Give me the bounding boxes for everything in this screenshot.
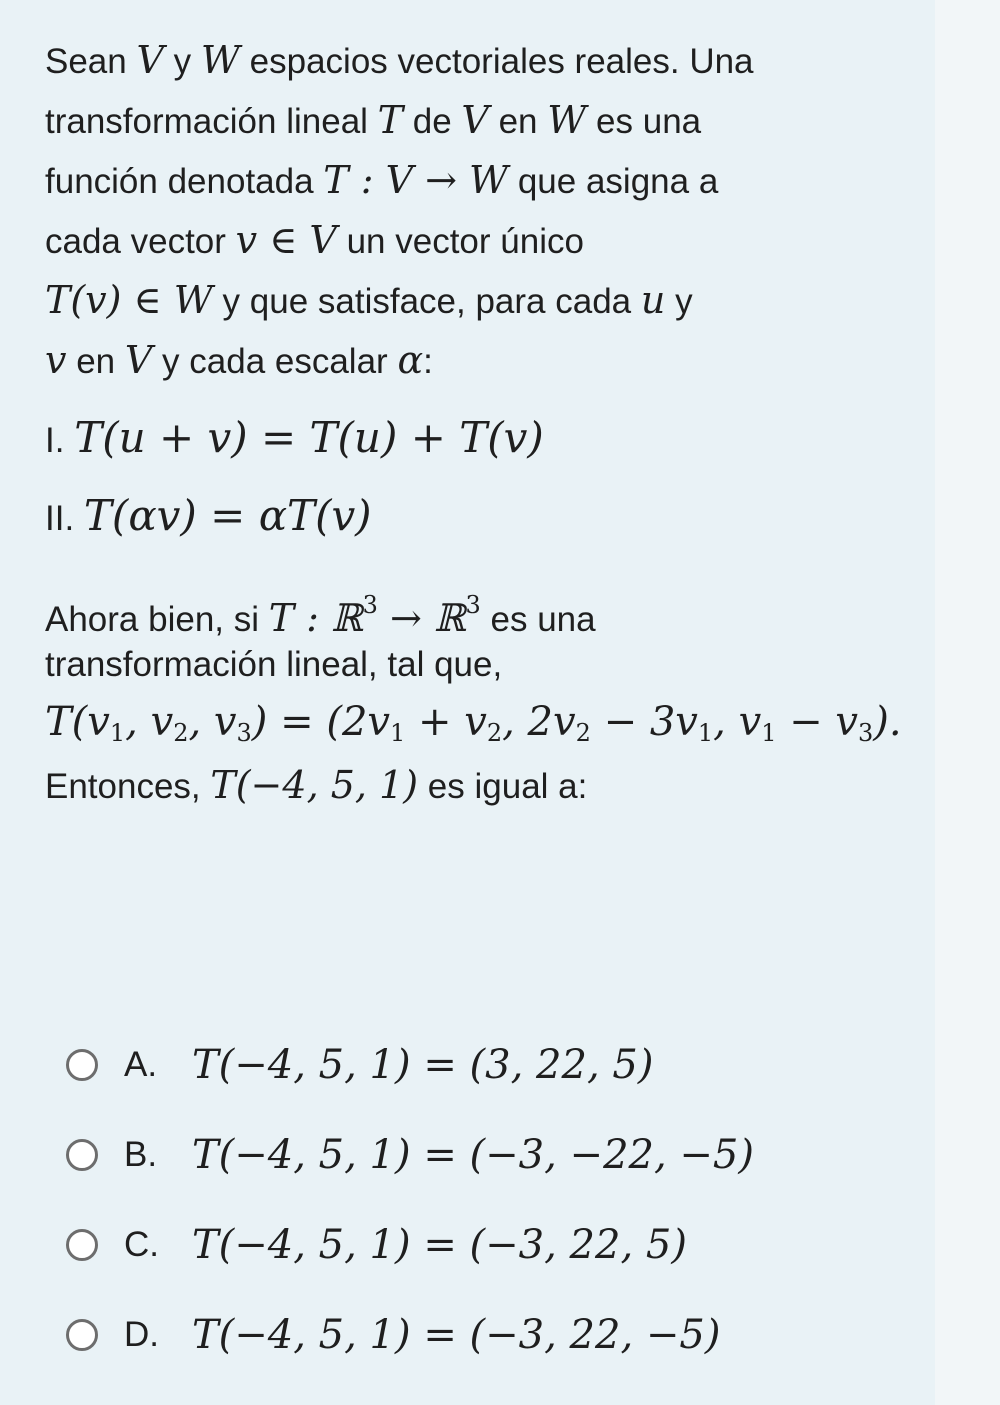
math-mapping: T : V → W [323, 158, 509, 202]
intro-text: es una [586, 102, 702, 141]
math-part: − 3v [590, 699, 698, 745]
math-subscript: 2 [173, 719, 189, 747]
math-subscript: 2 [486, 719, 503, 747]
math-part: , 2v [502, 699, 576, 745]
radio-button-a[interactable] [66, 1049, 98, 1081]
math-part: T(v [45, 699, 110, 745]
property-expression: T(u + v) = T(u) + T(v) [74, 413, 544, 462]
math-W: W [200, 38, 240, 82]
math-part: ). [873, 699, 902, 745]
radio-button-c[interactable] [66, 1229, 98, 1261]
radio-button-d[interactable] [66, 1319, 98, 1351]
option-expression: T(−4, 5, 1) = (−3, −22, −5) [192, 1132, 754, 1178]
intro-text: que asigna a [508, 162, 719, 201]
option-letter: A. [124, 1045, 158, 1084]
option-expression: T(−4, 5, 1) = (−3, 22, −5) [192, 1312, 721, 1358]
problem-text: Entonces, [45, 767, 211, 806]
option-letter: D. [124, 1315, 159, 1354]
intro-text: y cada escalar [152, 342, 398, 381]
intro-line-1 [45, 40, 754, 82]
math-W: W [547, 98, 587, 142]
problem-line-2 [45, 645, 502, 685]
problem-text: es igual a: [418, 767, 588, 806]
property-expression: T(αv) = αT(v) [83, 491, 372, 540]
intro-line-5 [45, 280, 693, 322]
math-part: , v [125, 699, 174, 745]
math-exponent: 3 [362, 591, 378, 619]
math-part: − v [776, 699, 859, 745]
property-homogeneity [45, 491, 372, 540]
intro-text: de [403, 102, 462, 141]
problem-text: es una [480, 600, 596, 639]
option-letter: C. [124, 1225, 159, 1264]
intro-text: Sean [45, 42, 137, 81]
problem-text: transformación lineal, tal que, [45, 645, 503, 684]
math-subscript: 3 [858, 719, 874, 747]
intro-text: en [488, 102, 548, 141]
intro-text: y [665, 282, 693, 321]
math-codomain: → ℝ [377, 596, 466, 640]
math-subscript: 1 [761, 719, 777, 747]
option-d[interactable] [66, 1305, 926, 1365]
option-a[interactable] [66, 1035, 926, 1095]
property-label: II. [45, 499, 75, 538]
math-V: V [136, 38, 164, 82]
math-alpha: α [397, 338, 424, 382]
intro-line-3 [45, 160, 718, 202]
math-image: T(v) ∈ W [45, 278, 213, 322]
math-part: , v [713, 699, 762, 745]
intro-text: espacios vectoriales reales. Una [239, 42, 754, 81]
intro-text: cada vector [45, 222, 236, 261]
intro-text: y que satisface, para cada [212, 282, 641, 321]
math-part: ) = (2v [251, 699, 390, 745]
intro-text: y [163, 42, 201, 81]
math-u: u [640, 278, 666, 322]
property-label: I. [45, 421, 65, 460]
math-v: v [45, 338, 67, 382]
intro-line-6 [45, 340, 433, 382]
option-expression: T(−4, 5, 1) = (−3, 22, 5) [192, 1222, 687, 1268]
intro-text: un vector único [336, 222, 584, 261]
math-membership: v ∈ V [235, 218, 337, 262]
problem-line-4 [45, 765, 587, 807]
problem-line-1 [45, 585, 596, 640]
problem-text: Ahora bien, si [45, 600, 269, 639]
intro-text: función denotada [45, 162, 324, 201]
option-expression: T(−4, 5, 1) = (3, 22, 5) [192, 1042, 654, 1088]
math-subscript: 1 [390, 719, 406, 747]
math-subscript: 3 [236, 719, 252, 747]
math-V: V [124, 338, 153, 382]
problem-definition [45, 699, 902, 753]
math-T-domain: T : ℝ [268, 596, 363, 640]
math-part: + v [405, 699, 487, 745]
intro-text: transformación lineal [45, 102, 378, 141]
math-subscript: 1 [697, 719, 714, 747]
property-additivity [45, 413, 544, 462]
math-query: T(−4, 5, 1) [210, 763, 419, 807]
radio-button-b[interactable] [66, 1139, 98, 1171]
math-V: V [461, 98, 489, 142]
intro-line-4 [45, 220, 584, 262]
math-T: T [377, 98, 404, 142]
option-letter: B. [124, 1135, 158, 1174]
math-subscript: 2 [575, 719, 591, 747]
option-c[interactable] [66, 1215, 926, 1275]
option-b[interactable] [66, 1125, 926, 1185]
math-subscript: 1 [109, 719, 126, 747]
intro-line-2 [45, 100, 701, 142]
math-part: , v [188, 699, 237, 745]
intro-text: en [66, 342, 125, 381]
math-exponent: 3 [465, 591, 481, 619]
intro-text: : [423, 342, 433, 381]
